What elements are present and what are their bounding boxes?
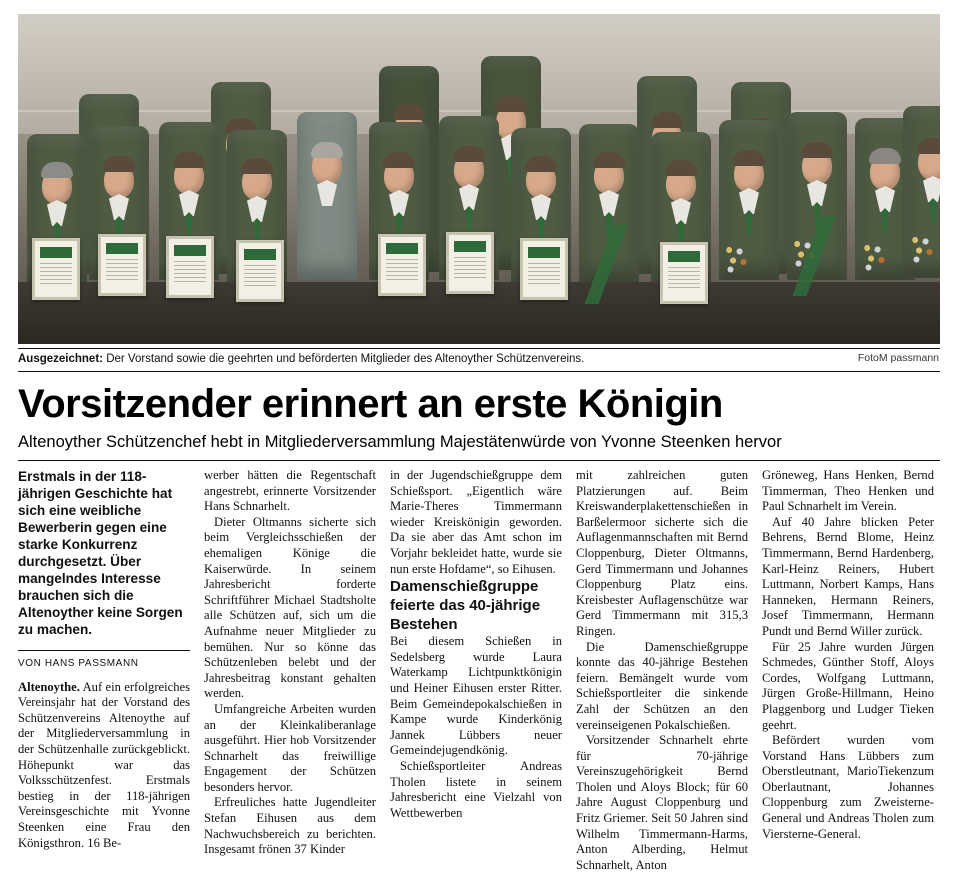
caption-lead: Ausgezeichnet: [18,353,103,365]
caption-divider-top [18,348,940,349]
paragraph: in der Jugendschießgruppe dem Schießsport. „Eigentlich wäre Marie-Theres Timmermann wieder Kreiskönigin geworden. Da sie aber das Amt schon im Vorjahr bekleidet hatte, wurde sie nun erste Hofdame“, so Eihusen. [390,468,562,576]
photo-person [438,116,500,344]
paragraph: Gröneweg, Hans Henken, Bernd Timmerman, Theo Henken und Paul Schnarhelt im Verein. [762,468,934,514]
photo-person [718,120,780,344]
headline-divider [18,460,940,461]
photo-person [368,122,430,344]
photo-person [578,124,640,344]
caption-text: Der Vorstand sowie die geehrten und beförderten Mitglieder des Altenoyther Schützenvereins. [103,353,585,365]
caption-divider-bottom [18,371,940,372]
article-column-2 [204,468,376,857]
article-subheadline: Altenoyther Schützenchef hebt in Mitgliederversammlung Majestätenwürde von Yvonne Steenken hervor [18,433,782,451]
paragraph: Umfangreiche Arbeiten wurden an der Kleinkaliberanlage ausgeführt. Hier hob Vorsitzender Schnarhelt das freiwillige Engagement der Schützen besonders hervor. [204,701,376,794]
photo-person [88,126,150,344]
medals [724,244,750,274]
article-body [18,468,940,872]
byline-divider [18,650,190,651]
photo-credit: FotoM passmann [857,352,939,364]
sash [790,216,844,296]
photo-person [296,112,358,344]
photo-people-row [18,40,940,344]
certificate [660,242,708,304]
article-photo [18,14,940,344]
photo-person [902,106,940,344]
certificate [98,234,146,296]
paragraph: werber hätten die Regentschaft angestrebt, erinnerte Vorsitzender Hans Schnarhelt. [204,468,376,514]
article-column-5 [762,468,934,841]
paragraph-text: Auf ein erfolgreiches Vereinsjahr hat der Vorstand des Schützenvereins Altenoythe auf der Mitgliederversammlung in der Schützenhalle zurückgeblickt. Höhepunkt war das Volksschützenfest. Erstmals bestieg in der 118-jährigen Vereinsgeschichte mit Yvonne Steenken eine Frau den Königsthron. 16 Be- [18,679,190,850]
paragraph: Bei diesem Schießen in Sedelsberg wurde Laura Waterkamp Lichtpunktkönigin und Heiner Eihusen erster Ritter. Beim Gemeindepokalschießen in Kampe wurde Kinderkönig Jannek Lübbers neuer Gemeindejugendkönig. [390,634,562,758]
certificate [446,232,494,294]
paragraph: Dieter Oltmanns sicherte sich beim Vergleichsschießen der ehemaligen Könige die Kaiserwürde. In seinem Jahresbericht forderte Schriftführer Michael Stadtsholte alle Schützen auf, sich um die Aufnahme neuer Mitglieder zu bemühen. Nur so könne das Schützenleben belebt und der Jahresbeitrag konstant gehalten werden. [204,514,376,701]
medals [910,234,936,264]
paragraph [18,680,190,852]
photo-person [650,132,712,344]
medals [862,242,888,272]
photo-person [26,134,88,344]
photo-caption [18,352,718,366]
paragraph: Befördert wurden vom Vorstand Hans Lübbers zum Oberstleutnant, MarioTiekenzum Oberlautnant, Johannes Cloppenburg zum Zweisterne-General und Andreas Tholen zum Viersterne-General. [762,733,934,841]
photo-scene [18,14,940,344]
certificate [32,238,80,300]
certificate [378,234,426,296]
article-byline: VON HANS PASSMANN [18,658,139,669]
article-column-3 [390,468,562,838]
paragraph: Die Damenschießgruppe konnte das 40-jährige Bestehen feiern. Bemängelt wurde vom Schießsportleiter die sinkende Zahl der Schützen an den vereinseigenen Pokalschießen. [576,639,748,732]
dateline-place: Altenoythe. [18,679,80,694]
certificate [520,238,568,300]
article-column-4 [576,468,748,872]
photo-person [510,128,572,344]
paragraph: Für 25 Jahre wurden Jürgen Schmedes, Günther Stoff, Aloys Cordes, Wolfgang Luttmann, Jürgen Große-Hillmann, Heino Plaggenborg und Ludger Tieken geehrt. [762,639,934,732]
photo-person [226,130,288,344]
certificate [236,240,284,302]
paragraph: Vorsitzender Schnarhelt ehrte für 70-jährige Vereinszugehörigkeit Bernd Tholen und Aloys Block; für 60 Jahre August Cloppenburg und Fritz Griemer. Seit 50 Jahren sind Wilhelm Timmermann-Harms, Anton Alberding, Helmut Schnarhelt, Anton [576,733,748,872]
sash [582,224,636,304]
certificate [166,236,214,298]
article-lede: Erstmals in der 118-jährigen Geschichte hat sich eine weibliche Bewerberin gegen eine starke Konkurrenz durchgesetzt. Über mangelndes Interesse brauchen sich die Altenoyther keine Sorgen zu machen. [18,469,183,637]
paragraph: mit zahlreichen guten Platzierungen auf. Beim Kreiswanderplakettenschießen in Barßelermoor sicherte sich die Auflagenmannschaften mit Bernd Cloppenburg, Dieter Oltmanns, Gerd Timmermann und Johannes Cloppenburg Platz eins. Kreisbester Auflagenschütze war Gerd Timmermann mit 315,3 Ringen. [576,468,748,638]
paragraph: Auf 40 Jahre blicken Peter Behrens, Bernd Blome, Heinz Timmermann, Bernd Hardenberg, Karl-Heinz Reiners, Hubert Luttmann, Norbert Kamps, Hans Hanneken, Hermann Reiners, Josef Timmermann, Hermann Pundt und Bernd Willer zurück. [762,514,934,638]
photo-person [786,112,848,344]
section-heading: Damenschießgruppe feierte das 40-jährige Bestehen [390,578,541,634]
article-column-1 [18,468,190,850]
paragraph: Erfreuliches hatte Jugendleiter Stefan Eihusen aus dem Nachwuchsbereich zu berichten. Insgesamt frönen 37 Kinder [204,795,376,857]
photo-person [158,122,220,344]
article-headline: Vorsitzender erinnert an erste Königin [18,382,723,426]
paragraph: Schießsportleiter Andreas Tholen listete in seinem Jahresbericht eine Vielzahl von Wettbewerben [390,758,562,820]
